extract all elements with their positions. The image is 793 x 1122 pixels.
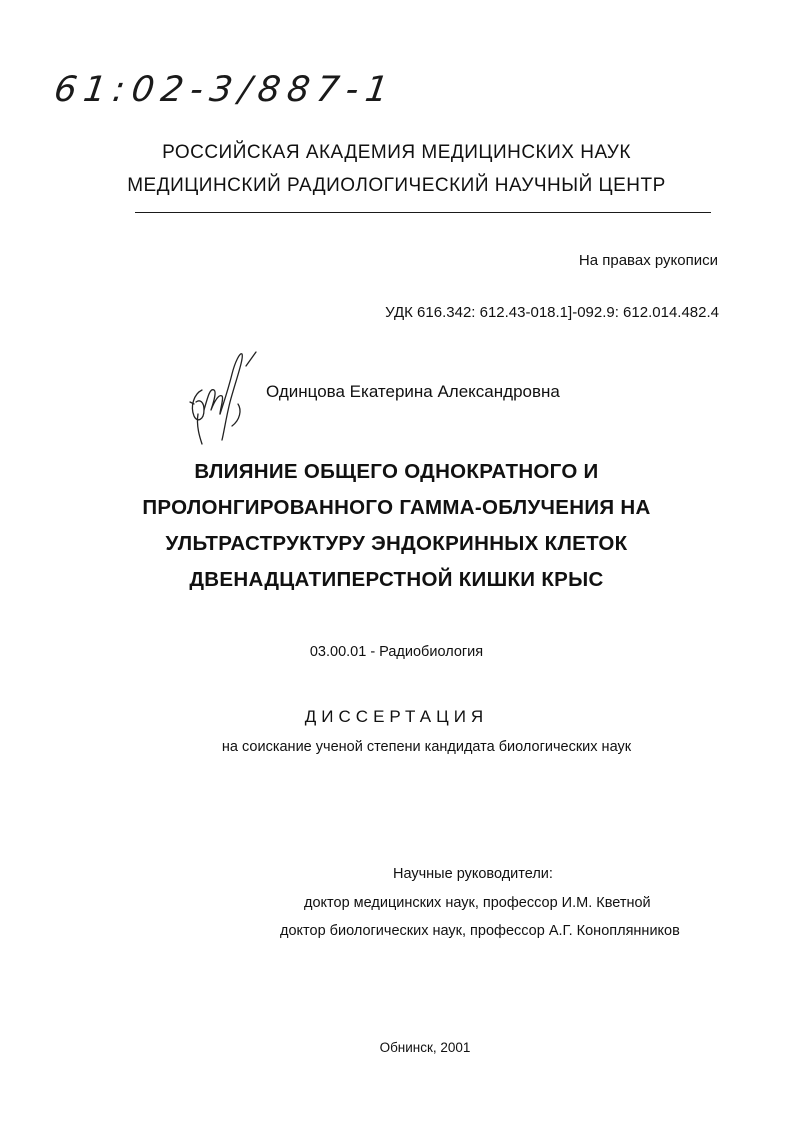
specialty-code: 03.00.01 - Радиобиология: [309, 644, 484, 660]
document-type: ДИССЕРТАЦИЯ: [304, 707, 489, 726]
supervisors-heading: Научные руководители:: [393, 866, 553, 882]
title-line: УЛЬТРАСТРУКТУРУ ЭНДОКРИННЫХ КЛЕТОК: [165, 532, 628, 555]
supervisor-item: доктор биологических наук, профессор А.Г. Коноплянников: [280, 923, 680, 939]
author-name: Одинцова Екатерина Александровна: [266, 382, 560, 401]
degree-statement: на соискание ученой степени кандидата биологических наук: [221, 739, 632, 755]
header-divider: [135, 212, 711, 213]
archive-number: 61:02-3/887-1: [51, 70, 398, 110]
title-line: ДВЕНАДЦАТИПЕРСТНОЙ КИШКИ КРЫС: [189, 568, 604, 591]
organization-line-1: РОССИЙСКАЯ АКАДЕМИЯ МЕДИЦИНСКИХ НАУК: [162, 142, 631, 163]
organization-line-2: МЕДИЦИНСКИЙ РАДИОЛОГИЧЕСКИЙ НАУЧНЫЙ ЦЕНТР: [127, 175, 666, 196]
title-line: ПРОЛОНГИРОВАННОГО ГАММА-ОБЛУЧЕНИЯ НА: [142, 496, 651, 519]
city-year: Обнинск, 2001: [379, 1040, 471, 1055]
manuscript-rights: На правах рукописи: [578, 252, 718, 269]
handwritten-signature: [180, 344, 260, 448]
dissertation-title: [0, 454, 793, 598]
title-line: ВЛИЯНИЕ ОБЩЕГО ОДНОКРАТНОГО И: [194, 460, 599, 483]
udk-code: УДК 616.342: 612.43-018.1]-092.9: 612.014.482.4: [385, 304, 719, 321]
supervisor-item: доктор медицинских наук, профессор И.М. Кветной: [304, 895, 651, 911]
